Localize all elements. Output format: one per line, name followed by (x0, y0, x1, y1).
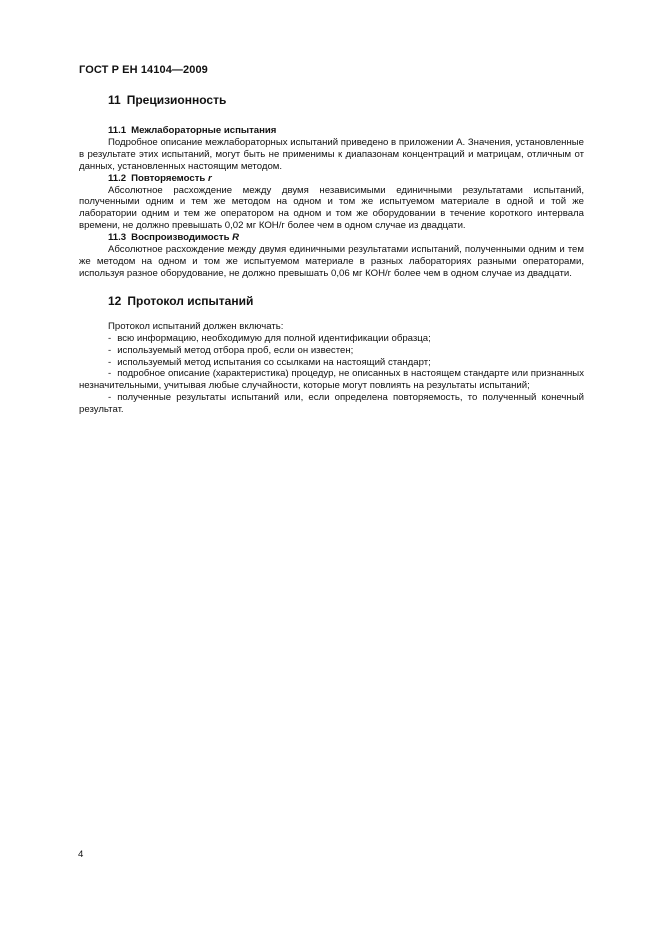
list-dash: - (108, 392, 112, 404)
page-content (79, 92, 584, 416)
list-item (79, 345, 584, 357)
list-dash: - (108, 356, 112, 368)
list-item (79, 333, 584, 345)
subsection-11-3-text: Абсолютное расхождение между двумя единичными результатами испытаний, полученными одним и тем же методом на одном и том же испытуемом материале в разных лабораториях разными операторами, используя разное оборудование, не должно превышать 0,06 мг КОН/г более чем в одном случае из двадцати. (79, 244, 584, 279)
subsection-11-1-heading (79, 125, 584, 137)
subsection-number: 11.2 (108, 172, 127, 184)
subsection-title: Межлабораторные испытания (131, 125, 277, 136)
list-item (79, 357, 584, 369)
subsection-number: 11.1 (108, 125, 127, 136)
list-item-text: используемый метод испытания со ссылками на настоящий стандарт; (117, 356, 431, 368)
report-intro: Протокол испытаний должен включать: (108, 320, 284, 332)
list-item (79, 392, 584, 416)
list-dash: - (108, 332, 112, 344)
list-dash: - (108, 368, 112, 380)
section-number: 12 (108, 293, 122, 308)
list-dash: - (108, 344, 112, 356)
subsection-11-3-heading (79, 232, 584, 244)
section-title: Протокол испытаний (127, 293, 254, 308)
repeatability-symbol: r (207, 172, 212, 184)
list-item-text: используемый метод отбора проб, если он известен; (117, 344, 354, 356)
subsection-11-2-text: Абсолютное расхождение между двумя независимыми единичными результатами испытаний, полученными одним и тем же методом на одном и том же испытуемом материале в одной и той же лаборатории одним и тем же оператором на одном и том же оборудовании в течение короткого интервала времени, не должно превышать 0,02 мг КОН/г более чем в одном случае из двадцати. (79, 184, 584, 232)
list-item (79, 368, 584, 392)
subsection-title: Повторяемость (131, 172, 206, 184)
subsection-number: 11.3 (108, 232, 127, 244)
subsection-title: Воспроизводимость (131, 232, 230, 244)
reproducibility-symbol: R (232, 232, 240, 244)
list-item-text: подробное описание (характеристика) процедур, не описанных в настоящем стандарте или признанных незначительными, учитывая любые случайности, которые могут повлиять на результаты испытаний; (79, 368, 584, 392)
list-item-text: всю информацию, необходимую для полной идентификации образца; (117, 332, 431, 344)
section-11-heading (79, 92, 584, 108)
section-number: 11 (108, 93, 121, 107)
section-title: Прецизионность (126, 93, 227, 107)
subsection-11-2-heading (79, 173, 584, 185)
section-12-heading (79, 293, 584, 309)
subsection-11-1-text: Подробное описание межлабораторных испытаний приведено в приложении А. Значения, установленные в результате этих испытаний, могут быть не применимы к диапазонам концентраций и матрицам, отличным от данных, установленных настоящим методом. (79, 136, 584, 172)
list-item-text: полученные результаты испытаний или, если определена повторяемость, то полученный конечный результат. (79, 392, 584, 416)
document-code: ГОСТ Р ЕН 14104—2009 (79, 64, 208, 76)
page-number: 4 (78, 849, 84, 860)
report-items-list (79, 333, 584, 416)
